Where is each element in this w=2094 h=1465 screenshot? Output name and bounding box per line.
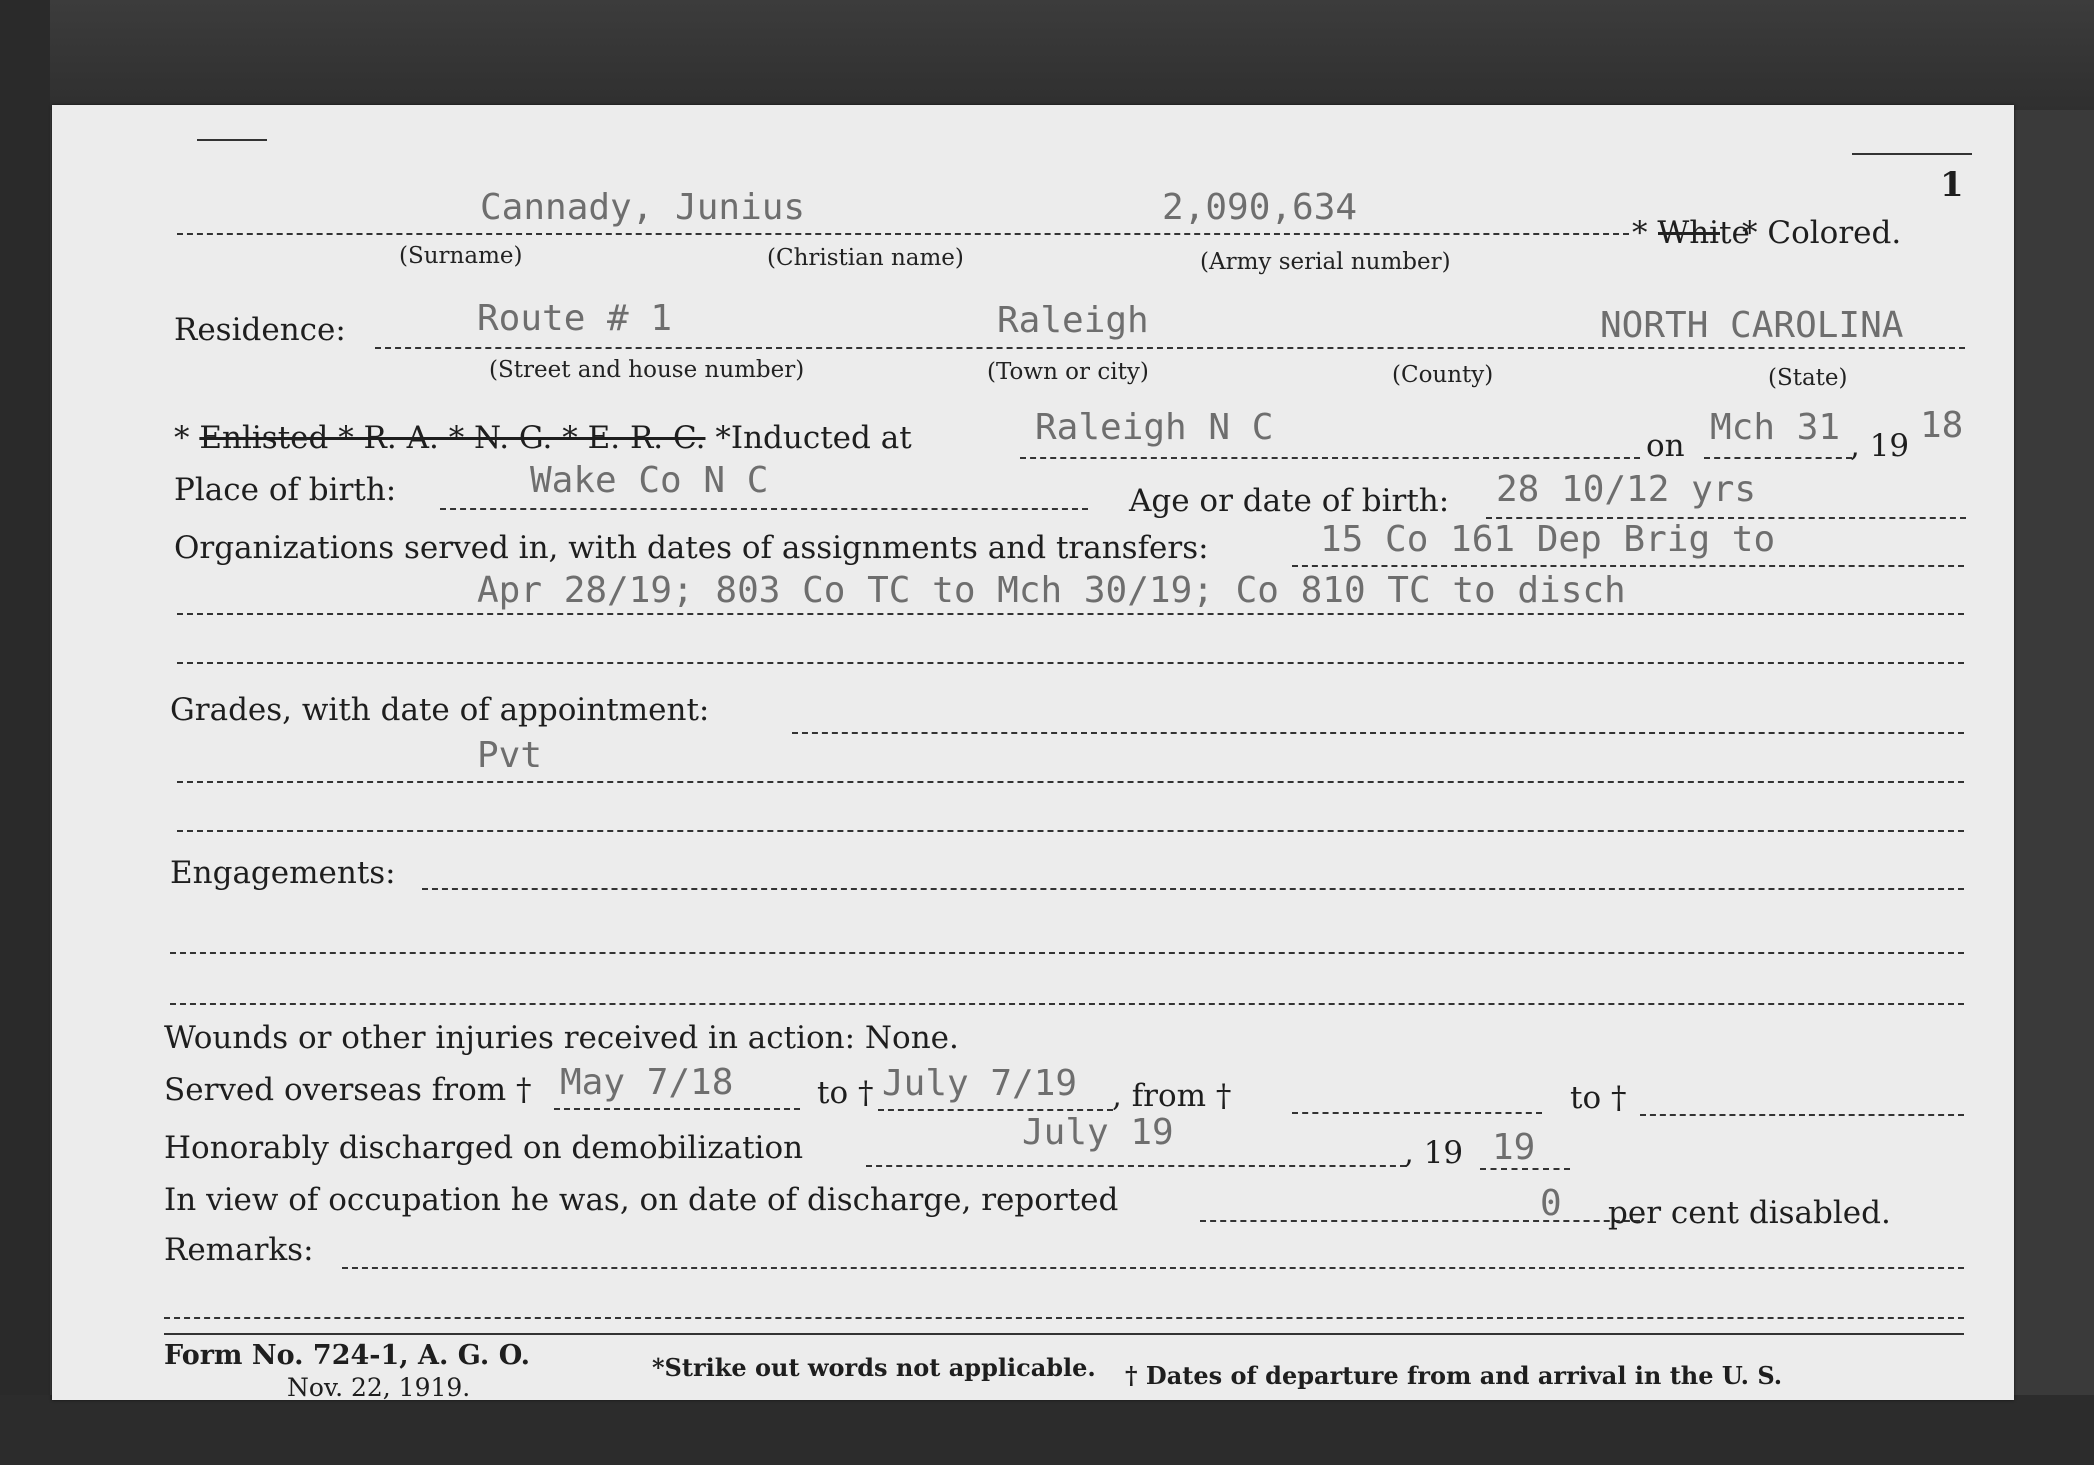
residence-street: Route # 1 — [477, 298, 673, 339]
age-label: Age or date of birth: — [1129, 483, 1450, 519]
race-colored: * Colored. — [1742, 215, 1902, 251]
form-number: Form No. 724-1, A. G. O. — [164, 1340, 531, 1371]
overseas-to-label: to † — [817, 1075, 874, 1111]
name-line — [177, 233, 1629, 235]
form-date: Nov. 22, 1919. — [287, 1373, 471, 1402]
top-left-rule — [197, 139, 267, 141]
inducted-at: Raleigh N C — [1035, 407, 1274, 448]
age-value: 28 10/12 yrs — [1496, 469, 1757, 510]
background-top — [0, 0, 2094, 110]
remarks-label: Remarks: — [164, 1232, 314, 1268]
residence-town: Raleigh — [997, 300, 1149, 341]
engagements-rule3 — [170, 1003, 1964, 1005]
grades-rule3 — [177, 830, 1964, 832]
residence-line — [375, 347, 1965, 349]
engagements-label: Engagements: — [170, 855, 396, 891]
overseas-label: Served overseas from † — [164, 1072, 532, 1108]
race-white-strike — [1658, 232, 1720, 235]
birth-place: Wake Co N C — [530, 460, 769, 501]
inducted-on-label: on — [1646, 428, 1685, 464]
remarks-rule1 — [342, 1267, 1964, 1269]
grades-label: Grades, with date of appointment: — [170, 692, 710, 728]
enlistment-line — [174, 420, 912, 456]
residence-state: NORTH CAROLINA — [1600, 305, 1904, 346]
overseas-from2-label: , from † — [1112, 1078, 1232, 1114]
overseas-to2-line — [1640, 1114, 1964, 1116]
dates-note: † Dates of departure from and arrival in the U. S. — [1125, 1361, 1783, 1390]
service-record-card — [52, 105, 2014, 1400]
inducted-date: Mch 31 — [1710, 407, 1841, 448]
caption-state: (State) — [1768, 365, 1848, 391]
organizations-line2: Apr 28/19; 803 Co TC to Mch 30/19; Co 810 TC to disch — [477, 570, 1626, 611]
residence-label: Residence: — [174, 312, 346, 348]
grades-rule2 — [177, 781, 1964, 783]
caption-christian-name: (Christian name) — [767, 245, 964, 271]
overseas-to-line — [878, 1109, 1113, 1111]
disability-label: In view of occupation he was, on date of discharge, reported — [164, 1182, 1119, 1218]
army-serial-number: 2,090,634 — [1162, 187, 1358, 228]
background-bottom — [0, 1395, 2094, 1465]
overseas-from2-line — [1292, 1112, 1542, 1114]
overseas-from-line — [554, 1108, 800, 1110]
organizations-rule1 — [1292, 565, 1964, 567]
wounds-text: Wounds or other injuries received in action: None. — [164, 1020, 959, 1056]
background-left — [0, 0, 50, 1465]
caption-street: (Street and house number) — [489, 357, 805, 383]
discharge-year-line — [1480, 1168, 1570, 1170]
enlisted-struck-options: Enlisted * R. A. * N. G. * E. R. C. — [199, 420, 706, 456]
soldier-name: Cannady, Junius — [480, 187, 806, 228]
caption-surname: (Surname) — [399, 243, 523, 269]
organizations-line1: 15 Co 161 Dep Brig to — [1320, 519, 1776, 560]
discharge-line — [866, 1165, 1406, 1167]
engagements-rule1 — [422, 888, 1964, 890]
discharge-year-prefix: , 19 — [1404, 1135, 1464, 1171]
race-white: * White — [1632, 215, 1750, 251]
strike-note: *Strike out words not applicable. — [652, 1353, 1096, 1382]
inducted-year: 18 — [1920, 405, 1964, 446]
caption-serial-number: (Army serial number) — [1200, 249, 1451, 275]
disability-value: 0 — [1540, 1183, 1562, 1224]
disability-suffix: per cent disabled. — [1608, 1195, 1891, 1231]
organizations-rule2 — [177, 613, 1964, 615]
overseas-to: July 7/19 — [882, 1063, 1078, 1104]
remarks-rule2 — [164, 1317, 1964, 1319]
discharge-year: 19 — [1492, 1127, 1536, 1168]
disability-line — [1200, 1220, 1640, 1222]
organizations-label: Organizations served in, with dates of assignments and transfers: — [174, 530, 1209, 566]
organizations-rule3 — [177, 662, 1964, 664]
grades-rule1 — [792, 732, 1964, 734]
discharge-label: Honorably discharged on demobilization — [164, 1130, 804, 1166]
overseas-to2-label: to † — [1570, 1080, 1627, 1116]
footer-rule — [164, 1333, 1964, 1335]
birth-place-line — [440, 508, 1088, 510]
caption-town: (Town or city) — [987, 359, 1149, 385]
inducted-label: *Inducted at — [705, 420, 912, 456]
caption-county: (County) — [1392, 362, 1494, 388]
inducted-line — [1020, 457, 1640, 459]
card-number: 1 — [1940, 165, 1964, 205]
overseas-from: May 7/18 — [560, 1062, 734, 1103]
birth-place-label: Place of birth: — [174, 472, 397, 508]
inducted-year-prefix: , 19 — [1850, 428, 1910, 464]
inducted-date-line — [1704, 457, 1852, 459]
enlisted-star: * — [174, 420, 200, 456]
engagements-rule2 — [170, 952, 1964, 954]
top-right-rule — [1852, 153, 1972, 155]
grades-value: Pvt — [477, 735, 543, 776]
discharge-date: July 19 — [1022, 1112, 1174, 1153]
